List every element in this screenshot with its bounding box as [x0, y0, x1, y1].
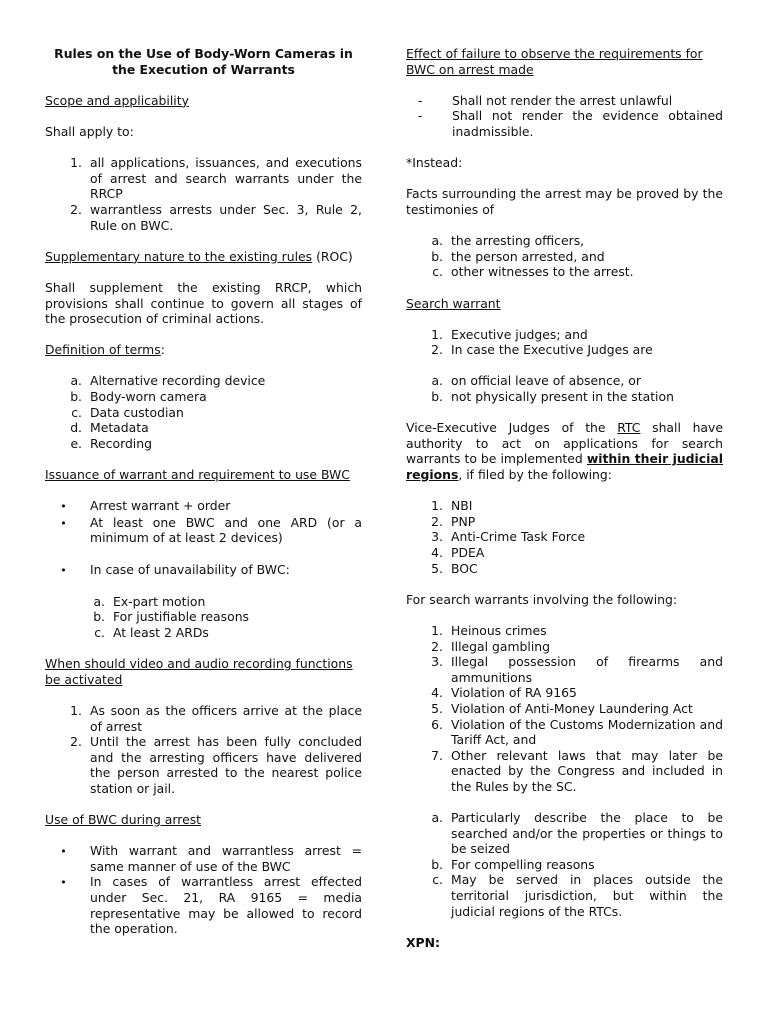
list-item: [45, 874, 362, 936]
list-marker: 2.: [70, 734, 82, 750]
judicial-regions-text: within their judicial regions: [406, 451, 723, 483]
list-marker: b.: [431, 856, 443, 872]
list-marker: b.: [431, 248, 443, 264]
list-item: [45, 594, 362, 610]
list-item: [45, 405, 362, 421]
list-marker: 1.: [431, 326, 443, 342]
list-marker: 5.: [431, 560, 443, 576]
vice-post: , if filed by the following:: [458, 467, 612, 483]
list-marker: 1.: [70, 702, 82, 718]
list-item: [406, 342, 723, 358]
list-item: [45, 498, 362, 515]
list-item-text: As soon as the officers arrive at the place of arrest: [90, 702, 362, 734]
list-item: [45, 562, 362, 579]
list-marker: 6.: [431, 716, 443, 732]
left-column: [45, 46, 362, 952]
list-item: [406, 545, 723, 561]
list-marker: -: [418, 108, 423, 124]
involving-text: For search warrants involving the following:: [406, 591, 678, 607]
effect-heading: Effect of failure to observe the requirements for BWC on arrest made: [406, 46, 703, 77]
list-item-text: At least 2 ARDs: [113, 624, 209, 640]
list-item: [45, 373, 362, 389]
supplementary-text: Shall supplement the existing RRCP, which provisions shall continue to govern all stages of the prosecution of criminal actions.: [45, 279, 362, 327]
list-item: [45, 436, 362, 452]
unavailability-text: In case of unavailability of BWC:: [90, 561, 290, 577]
list-marker: 7.: [431, 747, 443, 763]
rtc-text: RTC: [617, 420, 641, 436]
list-item-text: Arrest warrant + order: [90, 498, 231, 514]
search-warrant-heading: Search warrant: [406, 295, 501, 311]
list-marker: 1.: [70, 155, 82, 171]
list-item: [45, 202, 362, 233]
list-item-text: not physically present in the station: [451, 389, 674, 405]
list-item: [406, 498, 723, 514]
issuance-bullets: [45, 498, 362, 546]
list-item-text: Metadata: [90, 420, 149, 436]
list-marker: 1.: [431, 498, 443, 514]
list-item: [406, 233, 723, 249]
list-item: [406, 654, 723, 685]
particular-list: [406, 810, 723, 919]
list-marker: c.: [432, 872, 443, 888]
list-marker: b.: [93, 609, 105, 625]
list-item: [406, 623, 723, 639]
list-item-text: Particularly describe the place to be searched and/or the properties or things to be seized: [451, 810, 723, 857]
definition-heading-suffix: :: [160, 342, 165, 358]
vice-mid: shall have authority to act on applications for search warrants to be implemented: [406, 420, 723, 467]
list-item-text: Violation of Anti-Money Laundering Act: [451, 700, 693, 716]
list-item-text: Anti-Crime Task Force: [451, 529, 586, 545]
list-marker: b.: [70, 389, 82, 405]
list-item-text: the person arrested, and: [451, 248, 605, 264]
list-marker: c.: [432, 264, 443, 280]
list-item: [406, 701, 723, 717]
list-item-text: In case the Executive Judges are: [451, 342, 653, 358]
list-item-text: Shall not render the evidence obtained inadmissible.: [452, 108, 723, 139]
list-item: [406, 639, 723, 655]
shall-apply-text: Shall apply to:: [45, 123, 134, 139]
unavailability-bullet: [45, 562, 362, 579]
when-list: [45, 703, 362, 797]
list-item-text: Other relevant laws that may later be enacted by the Congress and included in the Rules by the SC.: [451, 747, 723, 794]
list-item-text: Heinous crimes: [451, 622, 547, 638]
list-marker: a.: [431, 373, 443, 389]
document-title: Rules on the Use of Body-Worn Cameras in the Execution of Warrants: [54, 46, 353, 77]
list-item: [45, 609, 362, 625]
list-item-text: Executive judges; and: [451, 326, 588, 342]
list-item-text: Body-worn camera: [90, 389, 207, 405]
unavailability-list: [45, 594, 362, 641]
list-item: [45, 703, 362, 734]
supplementary-heading-text: Supplementary nature to the existing rules: [45, 248, 313, 264]
agency-list: [406, 498, 723, 576]
list-marker: b.: [431, 389, 443, 405]
list-item: [406, 93, 723, 109]
scope-list: [45, 155, 362, 233]
list-item: [406, 389, 723, 405]
list-item-text: on official leave of absence, or: [451, 373, 641, 389]
list-item-text: At least one BWC and one ARD (or a minimum of at least 2 devices): [90, 514, 362, 546]
facts-list: [406, 233, 723, 280]
facts-text: Facts surrounding the arrest may be proved by the testimonies of: [406, 186, 723, 217]
list-item-text: May be served in places outside the territorial jurisdiction, but within the judicial regions of the RTCs.: [451, 872, 723, 919]
list-item-text: For justifiable reasons: [113, 609, 249, 625]
list-item: [406, 717, 723, 748]
list-marker: a.: [431, 810, 443, 826]
list-item-text: all applications, issuances, and executions of arrest and search warrants under the RRCP: [90, 155, 362, 202]
list-marker: 2.: [431, 513, 443, 529]
list-item-text: Violation of the Customs Modernization and Tariff Act, and: [451, 716, 723, 748]
list-marker: 1.: [431, 622, 443, 638]
list-marker: 5.: [431, 700, 443, 716]
use-bullets: [45, 843, 362, 937]
bullet-marker: [45, 515, 90, 546]
list-item-text: For compelling reasons: [451, 856, 595, 872]
list-item-text: Violation of RA 9165: [451, 685, 577, 701]
xpn-label: XPN:: [406, 934, 440, 950]
list-item: [406, 748, 723, 795]
bullet-marker: [45, 874, 90, 936]
list-marker: 2.: [431, 638, 443, 654]
leave-list: [406, 373, 723, 404]
list-marker: 3.: [431, 529, 443, 545]
vice-pre: Vice-Executive Judges of the: [406, 420, 618, 436]
list-item: [406, 249, 723, 265]
list-item-text: Illegal possession of firearms and ammunitions: [451, 654, 723, 685]
effect-list: [406, 93, 723, 140]
list-marker: -: [418, 92, 423, 108]
list-item: [406, 872, 723, 919]
list-item-text: With warrant and warrantless arrest = same manner of use of the BWC: [90, 843, 362, 874]
list-item: [406, 685, 723, 701]
list-item: [45, 420, 362, 436]
crime-list: [406, 623, 723, 795]
list-item-text: the arresting officers,: [451, 233, 585, 249]
right-column: [406, 46, 723, 966]
list-item: [45, 155, 362, 202]
supplementary-heading-suffix: (ROC): [312, 248, 353, 264]
list-item: [406, 857, 723, 873]
bullet-marker: [45, 843, 90, 874]
list-item-text: Ex-part motion: [113, 593, 206, 609]
bullet-marker: [45, 498, 90, 515]
list-item-text: NBI: [451, 498, 473, 514]
list-marker: a.: [93, 593, 105, 609]
list-marker: 4.: [431, 545, 443, 560]
when-heading: When should video and audio recording functions be activated: [45, 656, 353, 687]
list-marker: a.: [431, 233, 443, 249]
list-item: [406, 561, 723, 577]
supplementary-heading: [45, 249, 362, 265]
list-item-text: PDEA: [451, 545, 485, 560]
list-item-text: BOC: [451, 560, 478, 576]
list-marker: 2.: [70, 201, 82, 217]
list-item: [45, 625, 362, 641]
list-item: [45, 389, 362, 405]
list-item: [45, 843, 362, 874]
list-item-text: Recording: [90, 435, 152, 451]
list-item: [45, 515, 362, 546]
list-item: [406, 514, 723, 530]
list-item-text: PNP: [451, 513, 476, 529]
list-marker: d.: [70, 420, 82, 436]
list-item-text: Shall not render the arrest unlawful: [452, 92, 673, 108]
list-item-text: other witnesses to the arrest.: [451, 264, 634, 280]
list-item: [406, 264, 723, 280]
instead-text: *Instead:: [406, 155, 463, 171]
list-marker: a.: [70, 373, 82, 389]
list-marker: 3.: [431, 654, 443, 670]
list-marker: c.: [71, 404, 82, 420]
list-item-text: Illegal gambling: [451, 638, 550, 654]
list-item: [406, 529, 723, 545]
list-item-text: Data custodian: [90, 404, 184, 420]
list-item: [45, 734, 362, 796]
list-marker: 2.: [431, 342, 443, 358]
list-item: [406, 327, 723, 343]
scope-heading: Scope and applicability: [45, 92, 189, 108]
definition-heading: [45, 342, 362, 358]
list-item-text: Until the arrest has been fully concluded and the arresting officers have delivered the person arrested to the nearest police station or jail.: [90, 734, 362, 796]
list-item: [406, 373, 723, 389]
search-judges-list: [406, 327, 723, 358]
bullet-marker: [45, 562, 90, 579]
definition-heading-text: Definition of terms: [45, 342, 161, 358]
list-marker: c.: [94, 624, 105, 640]
list-marker: 4.: [431, 685, 443, 701]
list-item-text: Alternative recording device: [90, 373, 266, 389]
list-item: [406, 108, 723, 139]
definition-list: [45, 373, 362, 451]
list-marker: e.: [70, 435, 82, 451]
list-item-text: In cases of warrantless arrest effected under Sec. 21, RA 9165 = media representative may be allowed to record the operation.: [90, 874, 362, 937]
issuance-heading: Issuance of warrant and requirement to use BWC: [45, 467, 350, 483]
vice-executive-text: [406, 420, 723, 482]
use-heading: Use of BWC during arrest: [45, 812, 202, 828]
list-item-text: warrantless arrests under Sec. 3, Rule 2, Rule on BWC.: [90, 201, 362, 233]
list-item: [406, 810, 723, 857]
